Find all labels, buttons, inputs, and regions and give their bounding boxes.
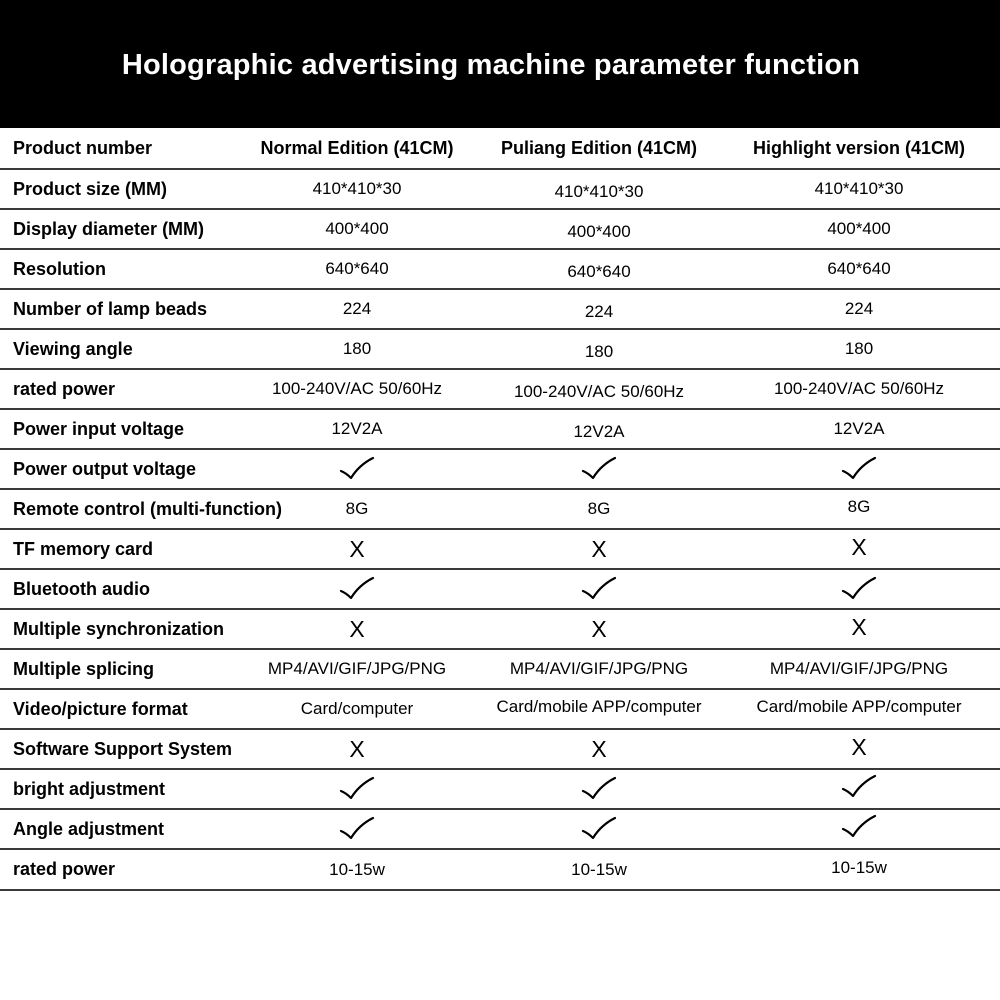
- table-row-product-size-mm: [0, 170, 1000, 210]
- spec-value: 180: [584, 342, 614, 361]
- table-row-power-output-voltage: [0, 450, 1000, 490]
- row-label: Power output voltage: [13, 458, 197, 479]
- spec-value: 12V2A: [573, 422, 625, 441]
- table-row-multiple-synchronization: [0, 610, 1000, 650]
- checkmark-icon: [339, 450, 375, 488]
- spec-value: 8G: [587, 499, 611, 518]
- spec-value: 8G: [345, 499, 369, 518]
- table-row-rated-power: [0, 850, 1000, 891]
- row-label: Viewing angle: [13, 338, 133, 359]
- cross-mark-icon: X: [349, 735, 365, 762]
- spec-value: Card/computer: [300, 699, 414, 718]
- row-label: Product size (MM): [13, 178, 168, 199]
- row-label: Bluetooth audio: [13, 578, 150, 599]
- spec-value: MP4/AVI/GIF/JPG/PNG: [509, 659, 689, 678]
- spec-value: 12V2A: [833, 419, 885, 438]
- cross-mark-icon: X: [851, 533, 867, 560]
- row-label: rated power: [13, 378, 116, 399]
- cross-mark-icon: X: [851, 733, 867, 760]
- spec-value: 10-15w: [831, 857, 887, 877]
- spec-value: 12V2A: [331, 419, 383, 438]
- spec-value: 100-240V/AC 50/60Hz: [271, 379, 443, 398]
- title-banner: [0, 0, 1000, 128]
- checkmark-icon: [841, 570, 877, 608]
- checkmark-icon: [581, 570, 617, 608]
- spec-value: Card/mobile APP/computer: [496, 697, 702, 716]
- spec-value: 400*400: [827, 219, 891, 238]
- row-label: Remote control (multi-function): [13, 498, 282, 519]
- checkmark-icon: [339, 810, 375, 848]
- checkmark-icon: [339, 570, 375, 608]
- cross-mark-icon: X: [591, 615, 607, 642]
- spec-value: MP4/AVI/GIF/JPG/PNG: [769, 659, 949, 678]
- spec-value: 100-240V/AC 50/60Hz: [513, 382, 685, 401]
- page-title: Holographic advertising machine parameter function: [121, 48, 861, 81]
- spec-value: 640*640: [827, 259, 891, 278]
- cross-mark-icon: X: [851, 613, 867, 640]
- spec-value: 400*400: [325, 219, 389, 238]
- row-label: rated power: [13, 859, 116, 879]
- spec-value: 180: [342, 339, 372, 358]
- table-row-viewing-angle: [0, 330, 1000, 370]
- cross-mark-icon: X: [591, 735, 607, 762]
- table-row-resolution: [0, 250, 1000, 290]
- spec-value: 10-15w: [571, 859, 627, 879]
- table-row-tf-memory-card: [0, 530, 1000, 570]
- spec-value: 640*640: [567, 262, 631, 281]
- spec-value: 224: [844, 299, 874, 318]
- column-header-1: Normal Edition (41CM): [260, 138, 454, 158]
- spec-value: 410*410*30: [312, 179, 402, 198]
- table-row-video-picture-format: [0, 690, 1000, 730]
- checkmark-icon: [841, 810, 877, 848]
- cross-mark-icon: X: [591, 535, 607, 562]
- spec-value: 410*410*30: [814, 179, 904, 198]
- checkmark-icon: [581, 450, 617, 488]
- table-row-display-diameter-mm: [0, 210, 1000, 250]
- row-label: Multiple splicing: [13, 658, 155, 679]
- column-header-product-number: Product number: [13, 138, 153, 158]
- table-row-number-of-lamp-beads: [0, 290, 1000, 330]
- spec-value: 410*410*30: [554, 182, 644, 201]
- row-label: Software Support System: [13, 738, 233, 759]
- checkmark-icon: [841, 450, 877, 488]
- row-label: Power input voltage: [13, 418, 185, 439]
- table-row-bright-adjustment: [0, 770, 1000, 810]
- column-header-2: Puliang Edition (41CM): [501, 138, 697, 158]
- row-label: Multiple synchronization: [13, 618, 225, 639]
- spec-value: 10-15w: [329, 859, 385, 879]
- checkmark-icon: [841, 770, 877, 808]
- table-row-rated-power: [0, 370, 1000, 410]
- row-label: Resolution: [13, 258, 106, 279]
- spec-value: 224: [342, 299, 372, 318]
- row-label: Video/picture format: [13, 698, 188, 719]
- row-label: bright adjustment: [13, 778, 165, 799]
- table-row-software-support-system: [0, 730, 1000, 770]
- spec-value: 640*640: [325, 259, 389, 278]
- row-label: Number of lamp beads: [13, 298, 208, 319]
- row-label: TF memory card: [13, 538, 154, 559]
- column-header-3: Highlight version (41CM): [752, 138, 966, 158]
- row-label: Display diameter (MM): [13, 218, 205, 239]
- cross-mark-icon: X: [349, 615, 365, 642]
- row-label: Angle adjustment: [13, 818, 165, 839]
- spec-value: 100-240V/AC 50/60Hz: [773, 379, 945, 398]
- cross-mark-icon: X: [349, 535, 365, 562]
- checkmark-icon: [581, 770, 617, 808]
- checkmark-icon: [581, 810, 617, 848]
- table-row-bluetooth-audio: [0, 570, 1000, 610]
- spec-value: 180: [844, 339, 874, 358]
- table-row-multiple-splicing: [0, 650, 1000, 690]
- spec-value: 400*400: [567, 222, 631, 241]
- spec-value: 224: [584, 302, 614, 321]
- table-row-remote-control-multi-function: [0, 490, 1000, 530]
- checkmark-icon: [339, 770, 375, 808]
- table-header-row: [0, 129, 1000, 170]
- table-row-power-input-voltage: [0, 410, 1000, 450]
- spec-value: MP4/AVI/GIF/JPG/PNG: [267, 659, 447, 678]
- table-row-angle-adjustment: [0, 810, 1000, 850]
- spec-value: Card/mobile APP/computer: [756, 697, 962, 716]
- spec-value: 8G: [847, 497, 871, 516]
- spec-table: [0, 129, 1000, 891]
